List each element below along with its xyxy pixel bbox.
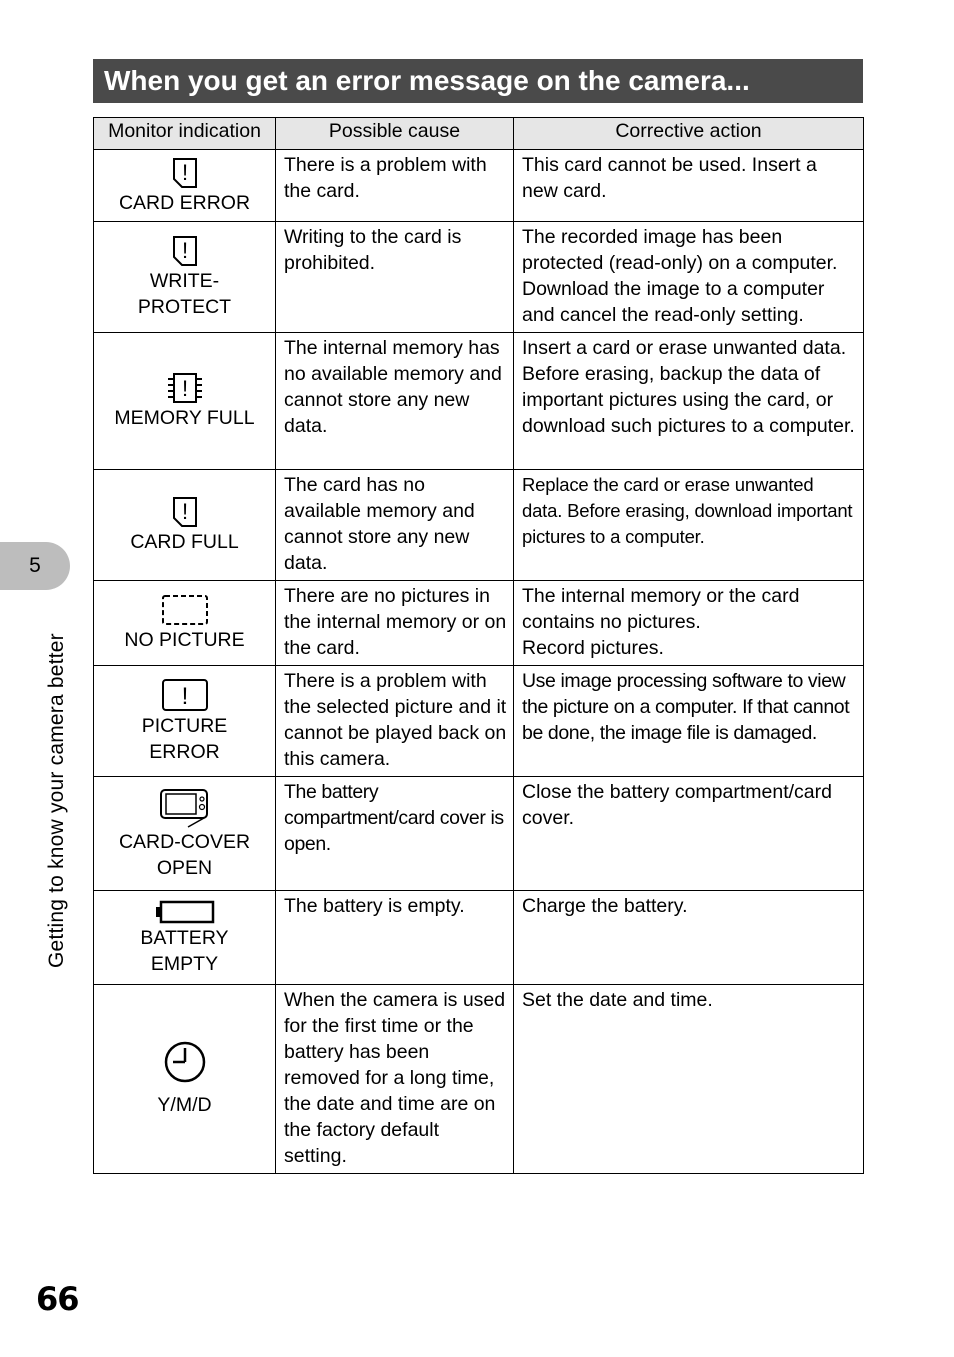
memory-full-icon [166,371,204,405]
action-cell: Use image processing software to view the picture on a computer. If that cannot be done, the image file is damaged. [514,666,864,777]
table-row [94,777,864,891]
cause-cell: The battery is empty. [276,891,514,985]
action-cell: This card cannot be used. Insert a new card. [514,150,864,222]
indication-label: BATTERY [140,926,229,949]
error-message-table [93,117,864,1174]
indication-cell [94,581,276,666]
indication-label: NO PICTURE [124,629,245,651]
cause-cell: The card has no available memory and cannot store any new data. [276,470,514,581]
cause-cell: When the camera is used for the first time or the battery has been removed for a long time, the date and time are on the factory default setting. [276,985,514,1174]
indication-label: ERROR [149,741,220,763]
table-row [94,666,864,777]
indication-cell [94,777,276,891]
indication-cell [94,150,276,222]
indication-label: PROTECT [137,296,232,318]
svg-text:!: ! [181,683,188,710]
indication-label: OPEN [156,856,213,879]
action-cell: Insert a card or erase unwanted data. Before erasing, backup the data of important pictures using the card, or download such pictures to a computer. [514,333,864,470]
card-cover-open-icon [158,787,212,829]
svg-text:!: ! [181,238,188,263]
indication-label: Y/M/D [157,1094,212,1116]
card-full-icon [171,495,199,529]
picture-error-icon [160,677,210,713]
battery-empty-icon [154,899,216,925]
cause-cell: The internal memory has no available memory and cannot store any new data. [276,333,514,470]
write-protect-icon [171,234,199,268]
indication-label: CARD-COVER [118,830,251,853]
indication-cell [94,891,276,985]
action-text: Record pictures. [522,637,664,659]
no-picture-icon [160,593,210,627]
table-row [94,470,864,581]
cause-cell: The battery compartment/card cover is open. [276,777,514,891]
action-cell: Charge the battery. [514,891,864,985]
chapter-number: 5 [29,554,41,577]
section-title-bar [93,59,863,103]
table-row [94,333,864,470]
action-cell: Set the date and time. [514,985,864,1174]
chapter-title: Getting to know your camera better [45,633,68,968]
table-row [94,581,864,666]
indication-cell [94,666,276,777]
table-row [94,985,864,1174]
section-title: When you get an error message on the camera... [104,65,750,96]
indication-label: MEMORY FULL [114,407,255,429]
svg-text:!: ! [181,499,188,524]
header-corrective-action: Corrective action [514,118,864,150]
action-cell: Close the battery compartment/card cover. [514,777,864,891]
svg-text:!: ! [181,376,188,401]
chapter-tab [0,542,70,590]
cause-cell: Writing to the card is prohibited. [276,222,514,333]
action-cell [514,581,864,666]
indication-label: CARD ERROR [118,191,251,214]
action-cell: Replace the card or erase unwanted data. Before erasing, download important pictures to a computer. [514,470,864,581]
action-cell: The recorded image has been protected (read-only) on a computer. Download the image to a computer and cancel the read-only setting. [514,222,864,333]
table-row [94,891,864,985]
indication-label: WRITE- [149,270,220,292]
card-error-icon [171,156,199,190]
indication-cell [94,470,276,581]
header-monitor-indication: Monitor indication [94,118,276,150]
table-row [94,222,864,333]
indication-cell [94,222,276,333]
cause-cell: There is a problem with the selected picture and it cannot be played back on this camera. [276,666,514,777]
clock-icon [163,1040,207,1084]
indication-label: CARD FULL [130,531,239,553]
header-possible-cause: Possible cause [276,118,514,150]
svg-text:!: ! [181,159,188,185]
action-text: The internal memory or the card contains no pictures. [522,585,800,633]
indication-cell [94,985,276,1174]
cause-cell: There is a problem with the card. [276,150,514,222]
indication-cell [94,333,276,470]
table-header-row [94,118,864,150]
indication-label: EMPTY [150,952,219,975]
page-number: 66 [36,1280,79,1318]
cause-cell: There are no pictures in the internal memory or on the card. [276,581,514,666]
indication-label: PICTURE [141,715,228,737]
table-row [94,150,864,222]
